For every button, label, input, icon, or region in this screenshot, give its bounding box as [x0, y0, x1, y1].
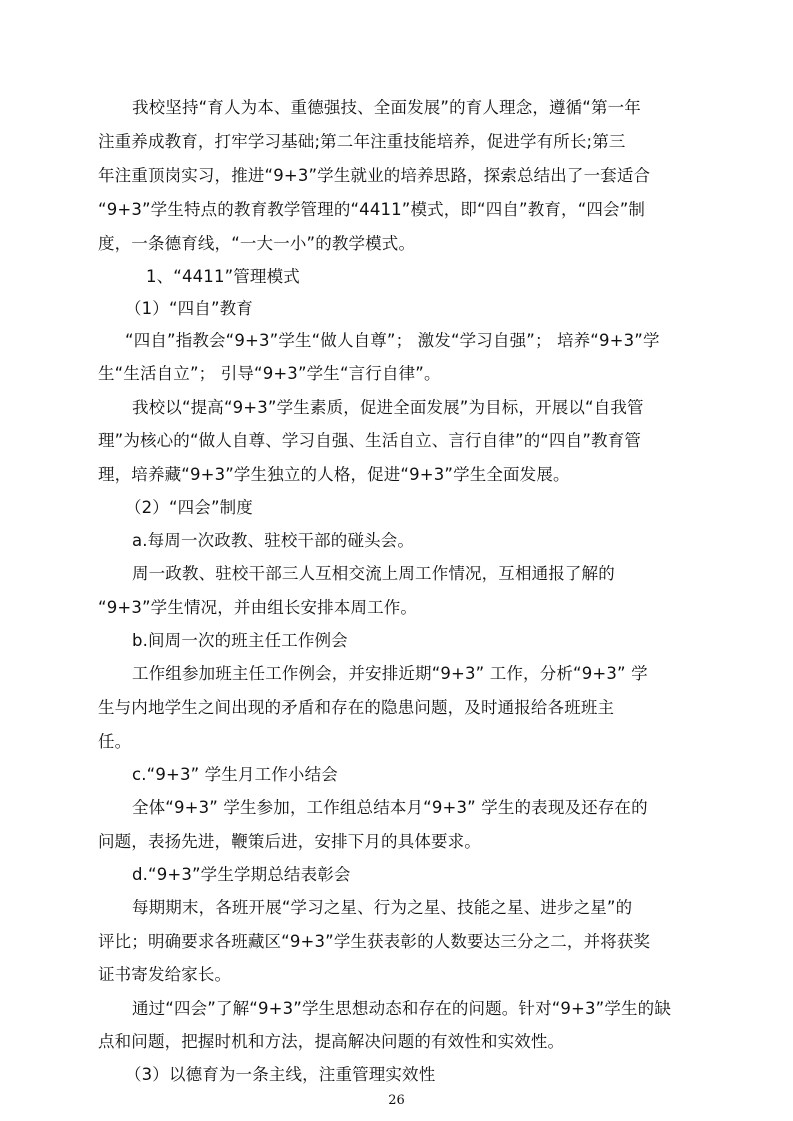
- text-line: 评比；明确要求各班藏区“9+3”学生获表彰的人数要达三分之二，并将获奖: [98, 932, 651, 951]
- subsection-heading: （2）“四会”制度: [125, 498, 253, 517]
- subsection-heading: （3）以德育为一条主线，注重管理实效性: [125, 1065, 436, 1084]
- text-line: 生“生活自立”； 引导“9+3”学生“言行自律”。: [98, 364, 441, 383]
- text-line: 生与内地学生之间出现的矛盾和存在的隐患问题，及时通报给各班班主: [98, 698, 615, 717]
- text-line: “9+3”学生特点的教育教学管理的“4411”模式，即“四自”教育，“四会”制: [98, 200, 646, 219]
- text-line: 理”为核心的“做人自尊、学习自强、生活自立、言行自律”的“四自”教育管: [98, 431, 641, 450]
- text-line: 度，一条德育线，“一大一小”的教学模式。: [98, 234, 416, 253]
- text-line: 我校以“提高“9+3”学生素质，促进全面发展”为目标，开展以“自我管: [132, 398, 644, 417]
- text-line: 我校坚持“育人为本、重德强技、全面发展”的育人理念，遵循“第一年: [132, 98, 641, 117]
- list-item-heading: b.间周一次的班主任工作例会: [132, 631, 348, 650]
- subsection-heading: （1）“四自”教育: [125, 299, 253, 318]
- list-item-heading: d.“9+3”学生学期总结表彰会: [132, 865, 351, 884]
- text-line: 证书寄发给家长。: [98, 965, 232, 984]
- text-line: “9+3”学生情况，并由组长安排本周工作。: [98, 598, 418, 617]
- text-line: 点和问题，把握时机和方法，提高解决问题的有效性和实效性。: [98, 1032, 565, 1051]
- list-item-heading: c.“9+3” 学生月工作小结会: [132, 765, 338, 784]
- text-line: 每期期末，各班开展“学习之星、行为之星、技能之星、进步之星”的: [132, 898, 633, 917]
- text-line: 通过“四会”了解“9+3”学生思想动态和存在的问题。针对“9+3”学生的缺: [132, 999, 671, 1018]
- section-heading: 1、“4411”管理模式: [146, 267, 300, 286]
- list-item-heading: a.每周一次政教、驻校干部的碰头会。: [132, 531, 415, 550]
- text-line: 周一政教、驻校干部三人互相交流上周工作情况，互相通报了解的: [132, 564, 615, 583]
- text-line: “四自”指教会“9+3”学生“做人自尊”； 激发“学习自强”； 培养“9+3”学: [125, 331, 660, 350]
- page-number: 26: [388, 1093, 405, 1108]
- text-line: 注重养成教育，打牢学习基础;第二年注重技能培养，促进学有所长;第三: [98, 132, 626, 151]
- text-line: 问题，表扬先进，鞭策后进，安排下月的具体要求。: [98, 832, 481, 851]
- text-line: 工作组参加班主任工作例会，并安排近期“9+3” 工作，分析“9+3” 学: [132, 664, 648, 683]
- text-line: 全体“9+3” 学生参加，工作组总结本月“9+3” 学生的表现及还存在的: [132, 798, 648, 817]
- text-line: 理，培养藏“9+3”学生独立的人格，促进“9+3”学生全面发展。: [98, 465, 570, 484]
- text-line: 年注重顶岗实习，推进“9+3”学生就业的培养思路，探索总结出了一套适合: [98, 166, 651, 185]
- text-line: 任。: [98, 732, 132, 751]
